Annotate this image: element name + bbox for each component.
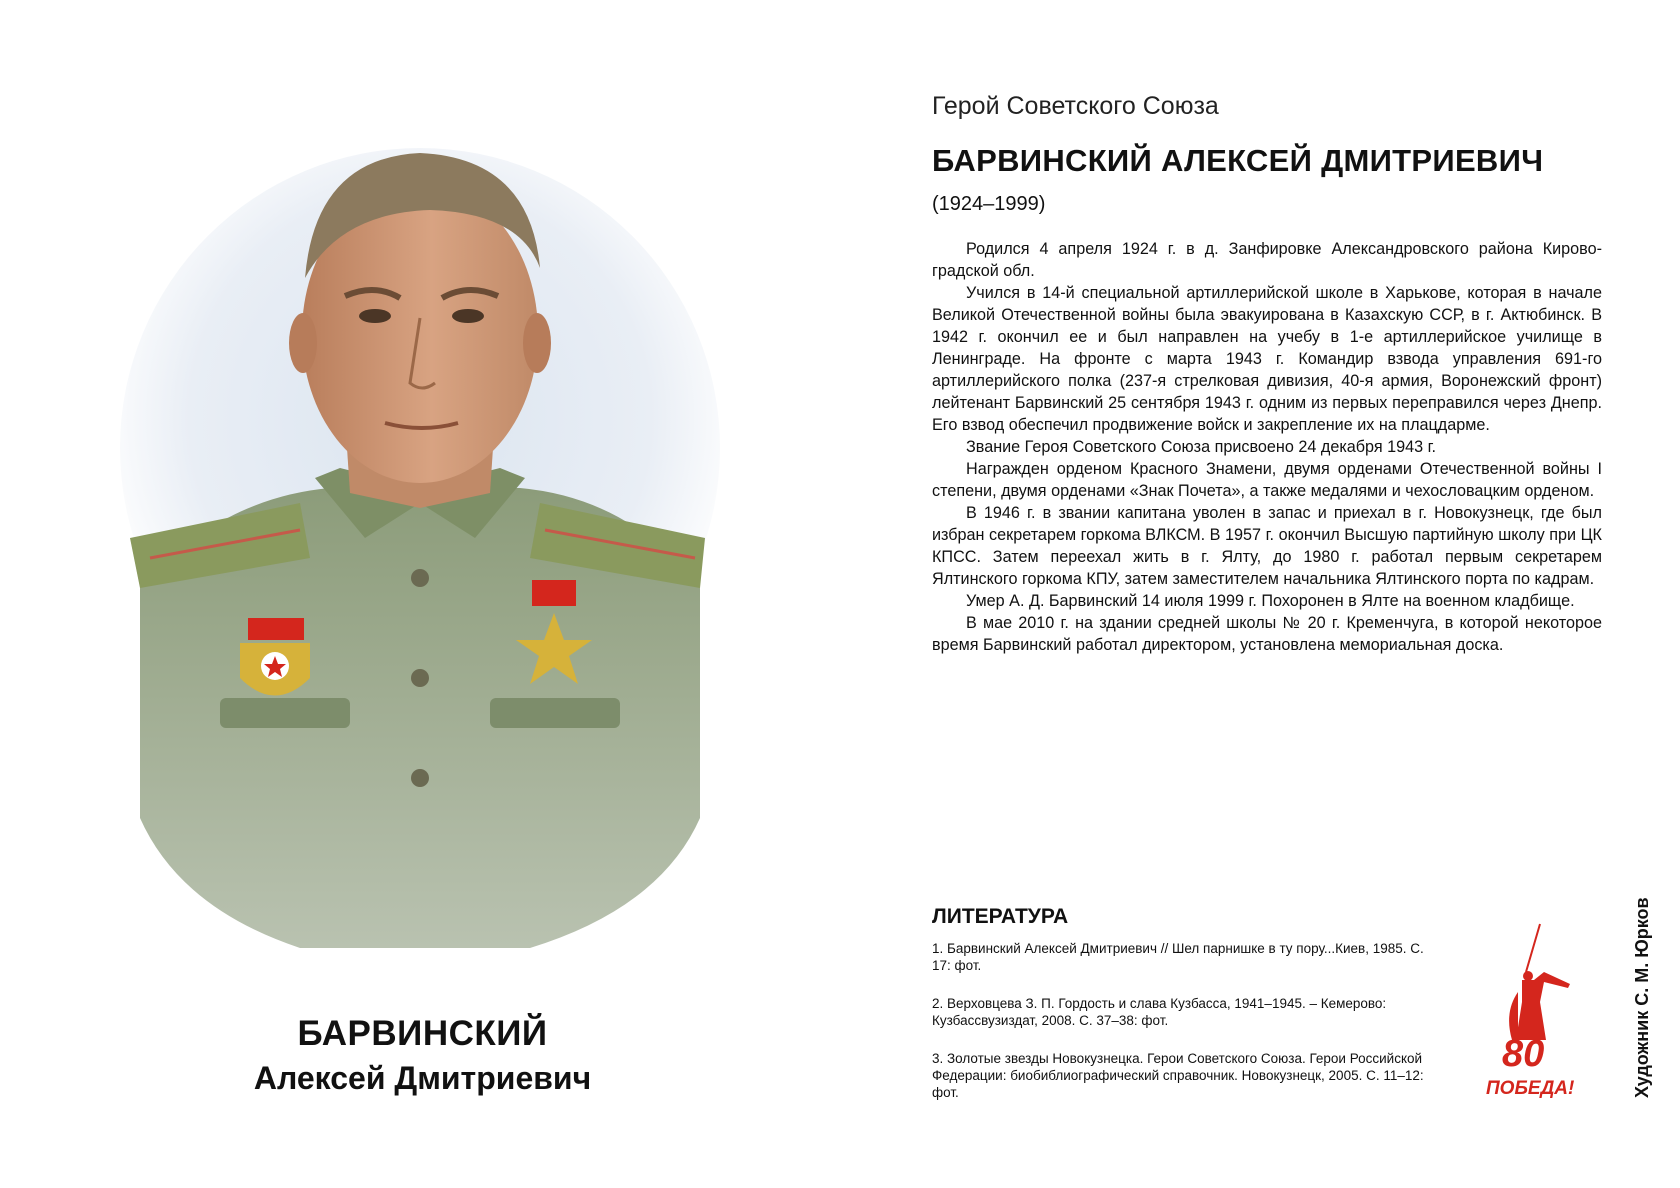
literature-item: 2. Верховцева З. П. Гордость и слава Кузбасса, 1941–1945. – Кемерово: Кузбассвузиздат, 2008. С. 37–38: фот.	[932, 996, 1387, 1028]
biography	[932, 238, 1602, 656]
literature-list	[932, 940, 1432, 1122]
motherland-statue-icon	[1509, 924, 1570, 1040]
literature-item: 1. Барвинский Алексей Дмитриевич // Шел парнишке в ту пору...Киев, 1985. С. 17: фот.	[932, 941, 1424, 973]
literature-item: 3. Золотые звезды Новокузнецка. Герои Советского Союза. Герои Российской Федерации: биобиблиографический справочник. Новокузнецк, 2005. С. 11–12: фот.	[932, 1051, 1424, 1100]
bio-paragraph: В 1946 г. в звании капитана уволен в запас и приехал в г. Новокузнецк, где был избран секретарем горкома ВЛКСМ. В 1957 г. окончил Высшую партийную школу при ЦК КПСС. Затем переехал жить в г. Ялту, до 1980 г. работал первым секретарем Ялтинского горкома КПУ, затем заместителем начальника Ялтинского порта по кадрам.	[932, 504, 1602, 588]
bio-paragraph: Учился в 14-й специальной артиллерийской школе в Харькове, которая в начале Великой Отечественной войны была эвакуирована в Казахскую ССР, в г. Актюбинск. В 1942 г. окончил ее и был направлен на учебу в 1-е артиллерийское училище в Ленинграде. На фронте с марта 1943 г. Командир взвода управления 691-го артиллерийского полка (237-я стрелковая дивизия, 40-я армия, Воронежский фронт) лейтенант Барвинский 25 сентября 1943 г. одним из первых переправился через Днепр. Его взвод обеспечил продвижение войск и закрепление их на плацдарме.	[932, 284, 1602, 434]
bio-paragraph: Умер А. Д. Барвинский 14 июля 1999 г. Похоронен в Ялте на военном кладбище.	[966, 592, 1575, 610]
victory-80-logo	[1482, 922, 1582, 1102]
victory-logo-svg	[1482, 922, 1582, 1102]
portrait-illustration	[100, 118, 745, 963]
logo-number: 80	[1502, 1033, 1545, 1075]
bio-paragraph: Звание Героя Советского Союза присвоено 24 декабря 1943 г.	[966, 438, 1437, 456]
portrait-svg	[100, 118, 745, 963]
portrait-caption	[60, 1012, 785, 1100]
hero-title-subtitle: Герой Советского Союза	[932, 92, 1219, 120]
bio-paragraph: Родился 4 апреля 1924 г. в д. Занфировке Александровского района Кирово-градской обл.	[932, 240, 1602, 280]
artist-credit: Художник С. М. Юрков	[1632, 897, 1652, 1098]
caption-last-name: БАРВИНСКИЙ	[297, 1014, 548, 1053]
caption-first-names: Алексей Дмитриевич	[253, 1060, 592, 1096]
logo-text: ПОБЕДА!	[1486, 1078, 1575, 1099]
hero-full-name: БАРВИНСКИЙ АЛЕКСЕЙ ДМИТРИЕВИЧ	[932, 143, 1544, 178]
bio-paragraph: В мае 2010 г. на здании средней школы № 20 г. Кременчуга, в которой некоторое время Барвинский работал директором, установлена мемориальная доска.	[932, 614, 1602, 654]
guards-badge-icon	[240, 618, 310, 696]
literature-heading: ЛИТЕРАТУРА	[932, 905, 1069, 928]
bio-paragraph: Награжден орденом Красного Знамени, двумя орденами Отечественной войны I степени, двумя орденами «Знак Почета», а также медалями и чехословацким орденом.	[932, 460, 1602, 500]
life-years: (1924–1999)	[932, 193, 1046, 215]
